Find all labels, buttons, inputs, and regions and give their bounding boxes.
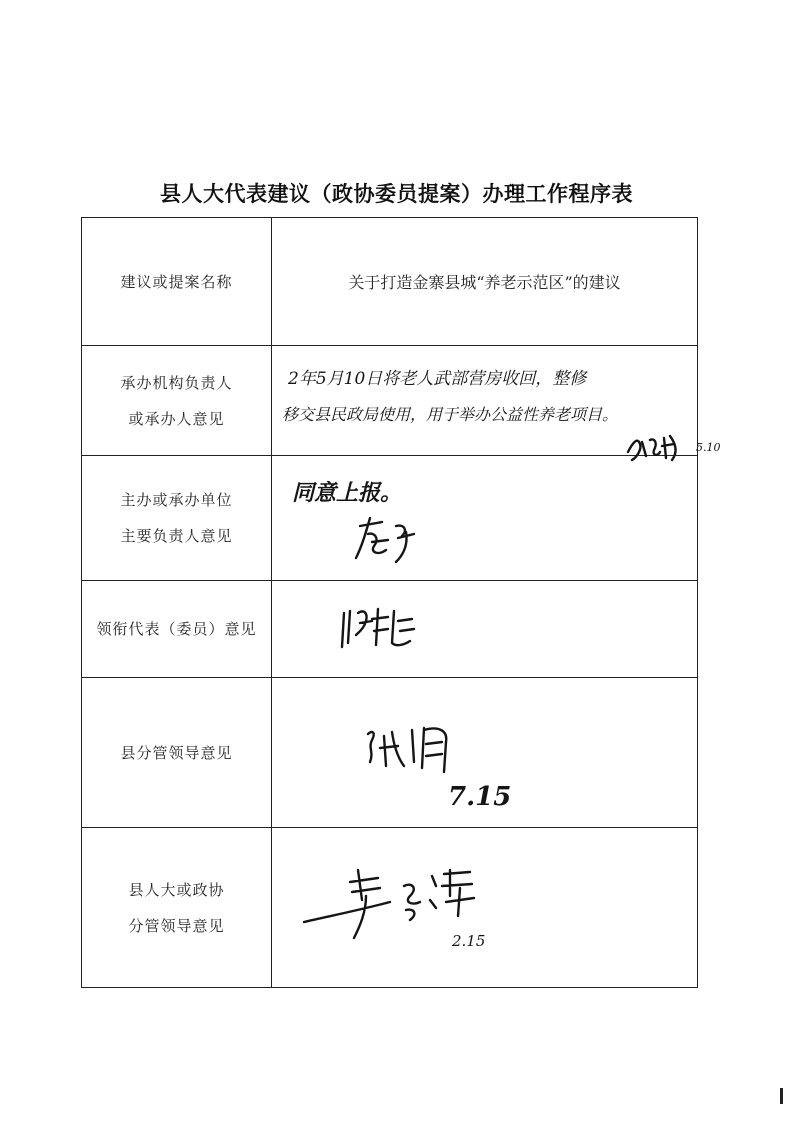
table-row (82, 678, 698, 828)
table-row (82, 346, 698, 456)
value-cell-handler-opinion (272, 346, 721, 456)
label-cell-npc-leader-opinion (82, 828, 272, 988)
label-cell-lead-deputy-opinion (82, 581, 272, 678)
label-cell-unit-leader-opinion (82, 456, 272, 581)
row-label: 县人大或政协 (128, 880, 225, 899)
label-cell-proposal-name (82, 218, 272, 346)
table-row (82, 218, 698, 346)
handwritten-approval: 同意上报。 (292, 480, 403, 506)
row-label: 领衔代表（委员）意见 (96, 620, 257, 638)
lead-deputy-signature (338, 603, 428, 655)
scan-edge-mark (780, 1088, 783, 1104)
value-cell-npc-leader-opinion (272, 828, 698, 988)
row-label: 主要负责人意见 (120, 527, 233, 545)
value-cell-proposal-name (272, 218, 698, 346)
value-cell-unit-leader-opinion (272, 456, 698, 581)
row-label: 主办或承办单位 (120, 491, 233, 509)
handwritten-opinion-line-1: 2年5月10日将老人武部营房收回，整修 (288, 369, 587, 389)
row-label: 建议或提案名称 (120, 272, 233, 291)
county-leader-sign-date: 7.15 (448, 782, 512, 812)
county-leader-signature (362, 722, 482, 776)
handler-sign-date: 5.10 (696, 441, 721, 454)
value-cell-lead-deputy-opinion (272, 581, 698, 678)
proposal-name-value: 关于打造金寨县城“养老示范区”的建议 (348, 273, 621, 292)
row-label: 或承办人意见 (128, 409, 225, 428)
value-cell-county-leader-opinion (272, 678, 698, 828)
npc-leader-sign-date: 2.15 (452, 932, 486, 950)
unit-leader-signature (352, 512, 432, 568)
table-row (82, 581, 698, 678)
handwritten-opinion-line-2: 移交县民政局使用，用于举办公益性养老项目。 (282, 405, 619, 424)
label-cell-county-leader-opinion (82, 678, 272, 828)
row-label: 承办机构负责人 (120, 373, 233, 392)
page-title: 县人大代表建议（政协委员提案）办理工作程序表 (160, 181, 633, 206)
row-label: 县分管领导意见 (120, 743, 233, 762)
table-row (82, 828, 698, 988)
procedure-form-table (81, 217, 721, 988)
table-row (82, 456, 698, 581)
label-cell-handler-opinion (82, 346, 272, 456)
row-label: 分管领导意见 (128, 916, 225, 935)
